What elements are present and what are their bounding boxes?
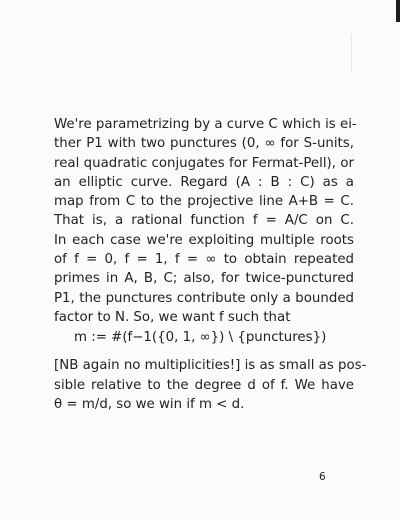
paragraph-line-5: map from C to the projective line A+B = C. — [54, 194, 354, 210]
paragraph-line-7: In each case we're exploiting multiple roots — [54, 232, 354, 248]
paragraph-line-13: sible relative to the degree d of f. We have — [54, 377, 354, 393]
page-edge-mark — [396, 0, 400, 22]
slide-paragraph — [54, 115, 367, 414]
paragraph-line-11: factor to N. So, we want f such that — [54, 309, 291, 325]
paragraph-line-12: [NB again no multiplicities!] is as small as pos- — [54, 358, 367, 374]
page-number: 6 — [319, 471, 326, 483]
paragraph-line-1: We're parametrizing by a curve C which is ei- — [54, 117, 357, 132]
paragraph-line-9: primes in A, B, C; also, for twice-punctured — [54, 271, 354, 287]
paragraph-line-4: an elliptic curve. Regard (A : B : C) as a — [54, 174, 354, 190]
display-equation: m := #(f−1({0, 1, ∞}) \ {punctures}) — [74, 330, 327, 346]
paragraph-line-6: That is, a rational function f = A/C on C. — [54, 213, 354, 229]
paragraph-line-2: ther P1 with two punctures (0, ∞ for S-units, — [54, 136, 354, 152]
paragraph-line-8: of f = 0, f = 1, f = ∞ to obtain repeated — [54, 252, 354, 268]
paragraph-line-14: θ = m/d, so we win if m < d. — [54, 396, 245, 412]
paragraph-line-3: real quadratic conjugates for Fermat-Pell), or — [54, 155, 354, 171]
paragraph-line-10: P1, the punctures contribute only a bounded — [54, 290, 354, 306]
scan-line — [351, 34, 352, 72]
